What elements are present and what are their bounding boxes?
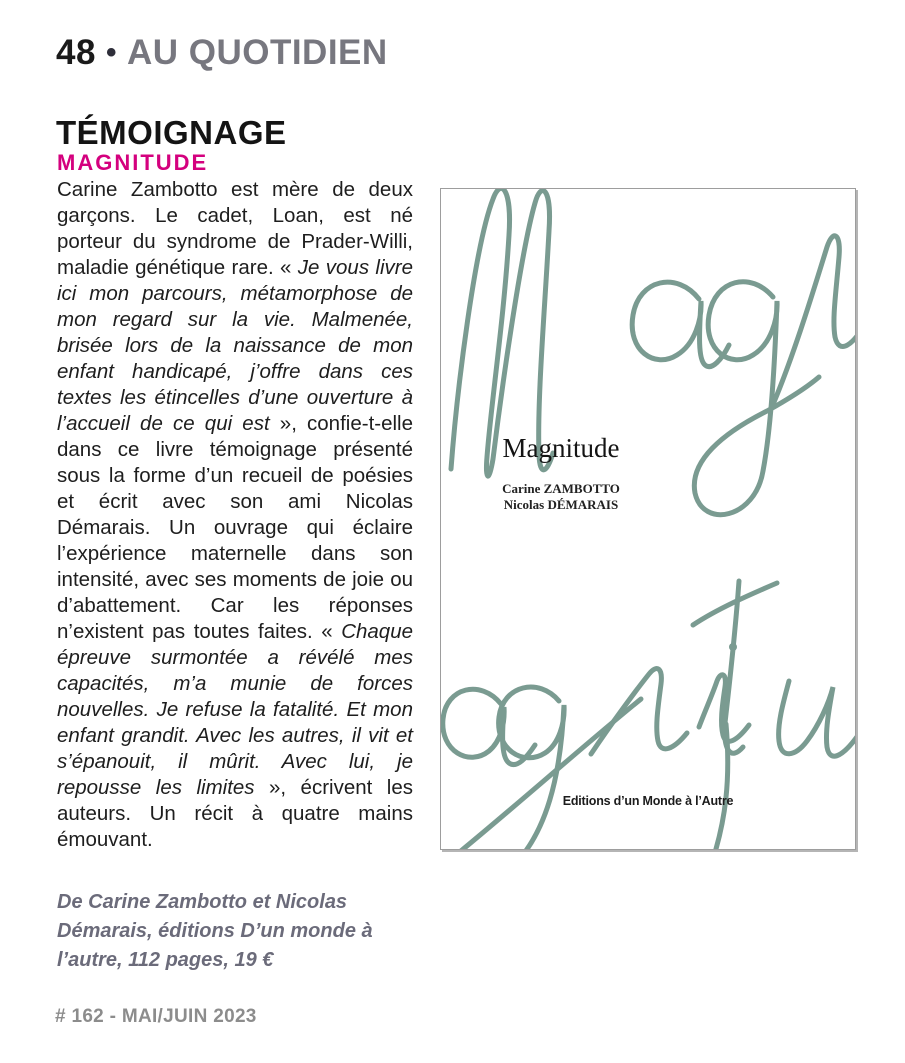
book-author: Carine ZAMBOTTO xyxy=(502,481,620,496)
article-title: MAGNITUDE xyxy=(57,150,209,175)
body-quote-segment: Je vous livre ici mon parcours, métamorphose de mon regard sur la vie. Malmenée, brisée lors de la naissance de mon enfant handicapé, j’offre dans ces textes les étincelles d’une ouverture à l’accueil de ce qui est xyxy=(57,256,414,435)
book-authors xyxy=(469,481,653,513)
publisher-name: Editions d’un Monde à l’Autre xyxy=(562,794,734,808)
body-segment: Carine Zambotto est mère de deux garçons. Le cadet, Loan, est né porteur du syndrome de Prader-Willi, maladie génétique rare. « xyxy=(57,178,413,279)
article-kicker: TÉMOIGNAGE xyxy=(56,114,287,151)
article-body xyxy=(57,177,413,853)
page-number: 48 xyxy=(56,33,96,72)
page-header xyxy=(56,33,388,73)
section-title: AU QUOTIDIEN xyxy=(126,33,388,72)
book-title: Magnitude xyxy=(502,433,620,463)
book-cover xyxy=(440,188,856,850)
body-segment: », écrivent les auteurs. Un récit à quatre mains émouvant. xyxy=(57,776,414,851)
body-segment: », confie-t-elle dans ce livre témoignage présenté sous la forme d’un recueil de poésies et écrit avec son ami Nicolas Démarais. Un ouvrage qui éclaire l’expérience maternelle dans son intensité, avec ses moments de joie ou d’abattement. Car les réponses n’existent pas toutes faites. « xyxy=(57,412,413,643)
bullet-separator-icon: • xyxy=(105,36,117,69)
book-credit-line: De Carine Zambotto et Nicolas Démarais, éditions D’un monde à l’autre, 112 pages, 19 € xyxy=(57,891,373,971)
book-author: Nicolas DÉMARAIS xyxy=(503,497,619,512)
issue-footer: # 162 - MAI/JUIN 2023 xyxy=(55,1006,257,1027)
body-quote-segment: Chaque épreuve surmontée a révélé mes capacités, m’a munie de forces nouvelles. Je refuse la fatalité. Et mon enfant grandit. Avec les autres, il vit et s’épanouit, il mûrit. Avec lui, je repousse les limites xyxy=(57,620,413,799)
